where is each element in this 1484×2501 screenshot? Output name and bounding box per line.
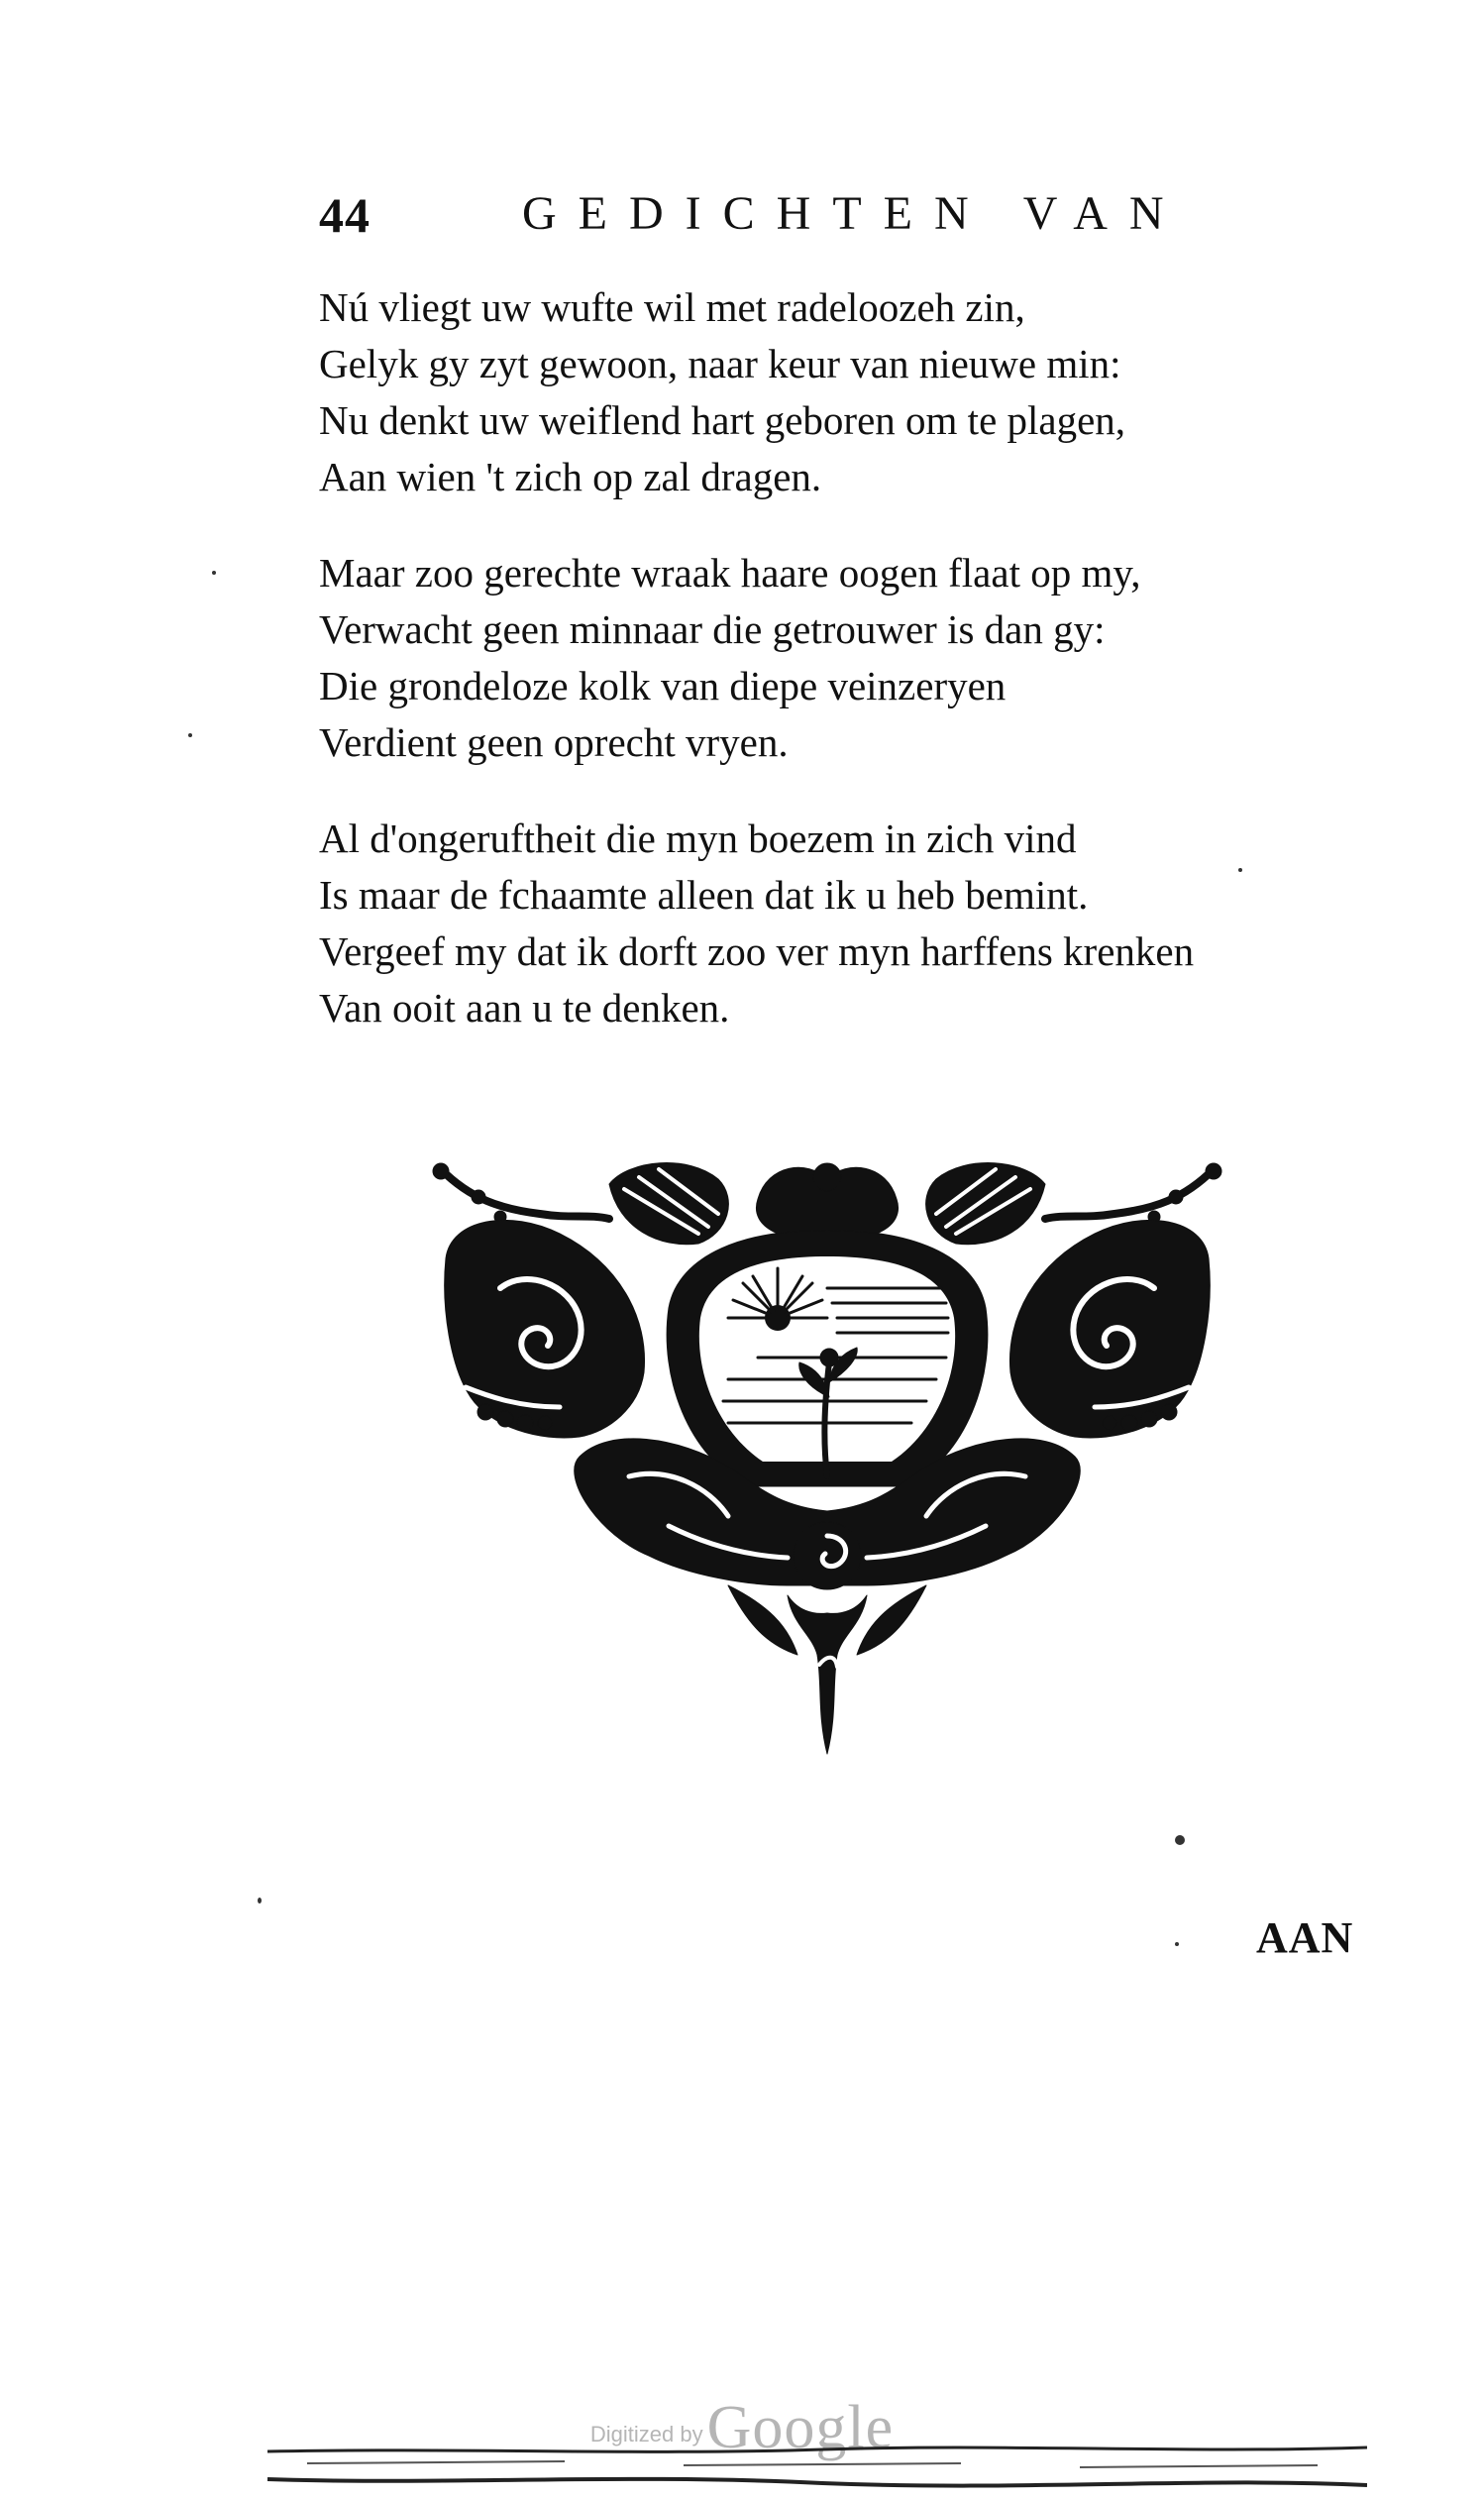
stanza-2 [319,545,1329,771]
google-logo: Google [706,2394,895,2461]
verse-line: Verdient geen oprecht vryen. [319,719,789,765]
verse-line: Verwacht geen minnaar die getrouwer is dan gy: [319,606,1106,652]
page-number: 44 [319,187,371,243]
ink-speck [258,1898,262,1903]
verse-line: Gelyk gy zyt gewoon, naar keur van nieuwe min: [319,341,1121,386]
verse-line: Al d'ongeruftheit die myn boezem in zich vind [319,816,1077,861]
ink-speck [1238,868,1242,872]
baroque-vignette-icon [431,1159,1223,1764]
poem [319,279,1329,1076]
verse-line: Aan wien 't zich op zal dragen. [319,454,822,499]
verse-line: Nu denkt uw weiflend hart geboren om te plagen, [319,397,1126,443]
digitized-label: Digitized by [589,2422,703,2447]
running-title: GEDICHTEN VAN [522,187,1186,240]
page-edge-rule [267,2440,1367,2499]
verse-line: Is maar de fchaamte alleen dat ik u heb bemint. [319,872,1089,918]
verse-line: Vergeef my dat ik dorft zoo ver myn harffens krenken [319,928,1195,974]
verse-line: Van ooit aan u te denken. [319,985,730,1031]
ink-speck [1175,1942,1179,1946]
ink-speck [212,571,216,575]
verse-line: Maar zoo gerechte wraak haare oogen flaat op my, [319,550,1141,596]
ink-speck [1175,1835,1185,1845]
verse-line: Die grondeloze kolk van diepe veinzeryen [319,663,1007,708]
verse-line: Nú vliegt uw wufte wil met radeloozeh zin, [319,284,1025,330]
stanza-3 [319,811,1329,1036]
running-head [319,186,1270,246]
stanza-1 [319,279,1329,505]
ink-speck [188,733,192,737]
catchword: AAN [1256,1913,1354,1962]
